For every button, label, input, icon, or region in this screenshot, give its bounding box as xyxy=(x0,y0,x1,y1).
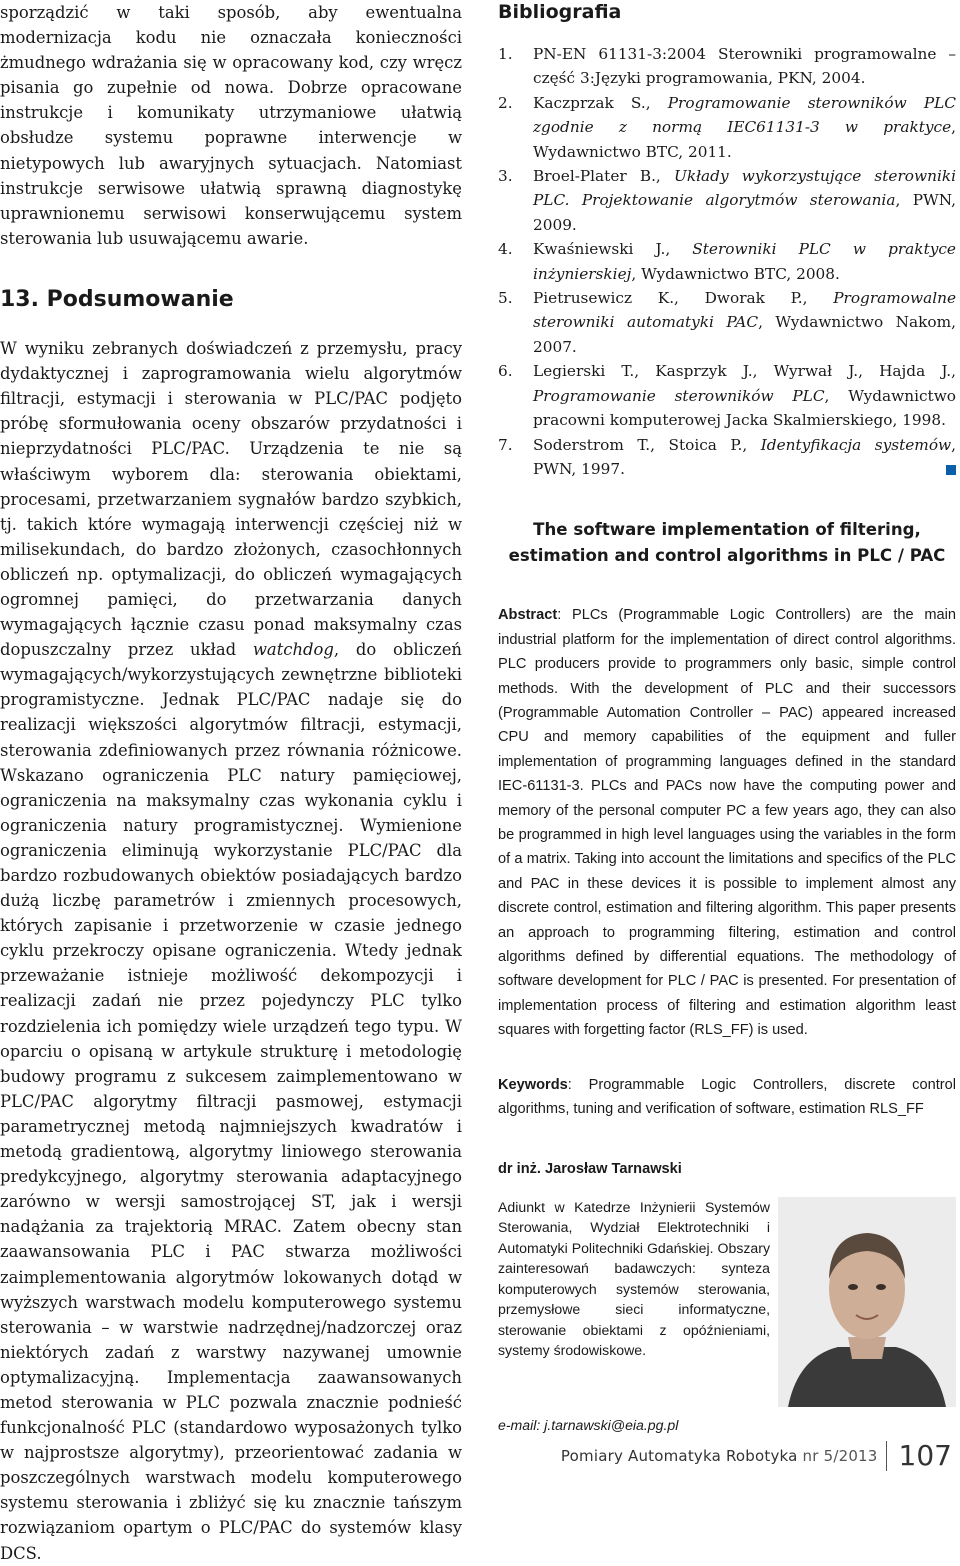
bibliography-text: Broel-Plater B., xyxy=(533,167,674,186)
bibliography-number: 4. xyxy=(498,240,513,259)
bibliography-publisher: , Wydawnictwo Nakom, 2007. xyxy=(533,313,957,356)
bibliography-item xyxy=(498,286,956,359)
summary-paragraph xyxy=(0,336,462,1566)
bibliography-text: Kwaśniewski J., xyxy=(533,240,693,259)
bibliography-title-italic: Programowanie sterowników PLC zgodnie z normą IEC61131-3 w praktyce xyxy=(533,93,956,137)
abstract-label: Abstract xyxy=(498,607,558,624)
author-portrait-icon xyxy=(778,1197,956,1407)
bibliography-number: 1. xyxy=(498,45,513,63)
bibliography-number: 5. xyxy=(498,289,513,308)
keywords-text: : Programmable Logic Controllers, discrete control algorithms, tuning and verification of software, estimation RLS_FF xyxy=(498,1076,956,1117)
bibliography-title-italic: Układy wykorzystujące sterowniki PLC. Projektowanie algorytmów sterowania xyxy=(533,167,957,210)
bibliography-item xyxy=(498,433,956,482)
bibliography-item xyxy=(498,42,956,91)
journal-name xyxy=(561,1447,878,1471)
bibliography-list xyxy=(498,42,956,481)
bibliography-text: Soderstrom T., Stoica P., xyxy=(533,435,761,454)
bibliography-publisher: , Wydawnictwo BTC, 2008. xyxy=(631,264,840,283)
bibliography-text: Legierski T., Kasprzyk J., Wyrwał J., Hajda J., xyxy=(533,362,956,381)
bibliography-title: Bibliografia xyxy=(498,1,622,23)
abstract xyxy=(498,603,956,1042)
bibliography-publisher: , Wydawnictwo pracowni komputerowej Jacka Skalmierskiego, 1998. xyxy=(533,386,956,430)
right-column xyxy=(498,0,957,1433)
end-of-article-mark xyxy=(946,465,956,475)
author-photo xyxy=(778,1197,956,1407)
page-footer xyxy=(561,1431,952,1471)
bibliography-publisher: , PWN, 1997. xyxy=(533,435,956,478)
summary-italic-term: watchdog xyxy=(252,640,334,660)
bibliography-title-italic: Programowalne sterowniki automatyki PAC xyxy=(533,289,956,332)
journal-issue: nr 5/2013 xyxy=(802,1447,878,1465)
bibliography-publisher: , PWN, 2009. xyxy=(533,191,956,234)
keywords-label: Keywords xyxy=(498,1076,568,1093)
summary-text-b: , do obliczeń wymagających/wykorzystujących zewnętrzne biblioteki programistyczne. Jednak PLC/PAC nadaje się do realizacji większości algorytmów filtracji, estymacji, sterowania zdefiniowanych przez równania różnicowe. Wskazano ograniczenia PLC natury pamięciowej, ograniczenia na maksymalny czas wykonania cyklu i ograniczenia natury programistycznej. Wymienione ograniczenia eliminują wykorzystanie PLC/PAC dla bardzo rozbudowanych obiektów posiadających bardzo dużą liczbę parametrów i zmiennych procesowych, których zapisanie i przetworzenie w czasie jednego cyklu przekroczy opisane ograniczenia. Wtedy jednak przeważanie istnieje możliwość dekompozycji i realizacji zadań nie przez pojedynczy PLC tylko rozdzielenia ich pomiędzy wiele urządzeń tego typu. W oparciu o opisaną w artykule strukturę i metodologię budowy programu z sukcesem zaimplementowano w PLC/PAC algorytmy filtracji pasmowej, estymacji parametrycznej metodą najmniejszych kwadratów i metodą gradientową, algorytmy liniowego sterowania predykcyjnego, algorytmy sterowania adaptacyjnego zarówno w wersji samostrojącej ST, jak i wersji nadążania za trajektorią MRAC. Zatem obecny stan zaawansowania PLC i PAC stwarza możliwości zaimplementowania algorytmów lokowanych dotąd w wyższych warstwach modelu komputerowego systemu sterowania – w warstwie nadrzędnej/nadzorczej oraz niektórych zadań z warstwy nazywanej umownie optymalizacyjną. Implementacja zaawansowanych metod sterowania w PLC pozwala znacznie podnieść funkcjonalność PLC (standardowo wyposażonych tylko w najprostsze algorytmy), przeorientować zadania w poszczególnych warstwach modelu komputerowego systemu sterowania i zbliżyć się ku znacznie tańszym rozwiązaniom opartym o PLC/PAC do systemów klasy DCS. xyxy=(0,640,462,1563)
keywords xyxy=(498,1073,956,1121)
bibliography-text: Pietrusewicz K., Dworak P., xyxy=(533,289,834,308)
bibliography-text: PN-EN 61131-3:2004 Sterowniki programowalne – część 3:Języki programowania, PKN, 2004. xyxy=(533,45,956,88)
author-bio: Adiunkt w Katedrze Inżynierii Systemów Sterowania, Wydział Elektrotechniki i Automatyki Politechniki Gdańskiej. Obszary zainteresowań badawczych: synteza komputerowych systemów sterowania, przemysłowe sieci informatyczne, sterowanie obiektami z opóźnieniami, systemy środowiskowe. xyxy=(498,1198,770,1359)
summary-text-a: W wyniku zebranych doświadczeń z przemysłu, pracy dydaktycznej i zaprogramowania wielu algorytmów filtracji, estymacji i sterowania w PLC/PAC podjęto próbę sformułowania oceny obszarów przydatności i nieprzydatności PLC/PAC. Urządzenia te nie są właściwym wyborem dla: sterowania obiektami, procesami, przetwarzaniem sygnałów bardzo szybkich, tj. takich które wymagają interwencji częściej niż w milisekundach, do bardzo złożonych, czasochłonnych obliczeń np. optymalizacji, do obliczeń wymagających ogromnej pamięci, do przetwarzania danych wymagających łącznie czasu ponad maksymalny czas dopuszczalny przez układ xyxy=(0,339,462,660)
left-column xyxy=(0,0,462,1566)
bibliography-publisher: , Wydawnictwo BTC, 2011. xyxy=(533,118,956,161)
bibliography-item xyxy=(498,237,956,286)
bibliography-item xyxy=(498,91,956,164)
bibliography-number: 7. xyxy=(498,435,513,454)
author-box xyxy=(498,1197,956,1433)
bibliography-item xyxy=(498,164,956,237)
abstract-text: : PLCs (Programmable Logic Controllers) are the main industrial platform for the implementation of direct control algorithms. PLC producers provide to programmers only basic, simple control methods. With the development of PLC and their successors (Programmable Automation Controller – PAC) appeared increased CPU and memory capabilities of the equipment and fuller implementation of programming languages defined in the standard IEC-61131-3. PLCs and PACs now have the computing power and memory of the personal computer PC a few years ago, they can also be programmed in high level languages using the variables in the form of a matrix. Taking into account the limitations and specifics of the PLC and PAC in these devices it is possible to implement almost any discrete control, estimation and filtering algorithm. This paper presents an approach to programming filtering, estimation and control algorithms defined by differential equations. The methodology of software development for PLC / PAC is presented. For presentation of implementation process of filtering and estimation algorithm least squares with forgetting factor (RLS_FF) is used. xyxy=(498,607,956,1039)
bibliography-number: 2. xyxy=(498,93,513,112)
author-name: dr inż. Jarosław Tarnawski xyxy=(498,1160,682,1177)
bibliography-number: 6. xyxy=(498,362,513,381)
journal-title: Pomiary Automatyka Robotyka xyxy=(560,1447,798,1465)
bibliography-title-italic: Programowanie sterowników PLC xyxy=(533,386,825,405)
bibliography-title-italic: Sterowniki PLC w praktyce inżynierskiej xyxy=(533,240,956,283)
bibliography-title-italic: Identyfikacja systemów xyxy=(760,435,952,454)
bibliography-item xyxy=(498,359,956,432)
bibliography-number: 3. xyxy=(498,167,513,186)
author-email: e-mail: j.tarnawski@eia.pg.pl xyxy=(498,1416,679,1433)
page-number: 107 xyxy=(886,1441,952,1471)
english-title: The software implementation of filtering, estimation and control algorithms in PLC / PAC xyxy=(508,520,946,566)
bibliography-text: Kaczprzak S., xyxy=(533,93,668,112)
section-title: 13. Podsumowanie xyxy=(0,286,234,312)
intro-paragraph: sporządzić w taki sposób, aby ewentualna modernizacja kodu nie oznaczała konieczności żmudnego wdrażania się w opracowany kod, czy wręcz pisania go zupełnie od nowa. Dobrze opracowane instrukcje i komunikaty utrzymaniowe ułatwią obsłudze systemu poprawne interwencje w nietypowych lub awaryjnych sytuacjach. Natomiast instrukcje serwisowe ułatwią sprawną diagnostykę uprawnionemu serwisowi konserwującemu system sterowania lub usuwającemu awarie. xyxy=(0,3,462,248)
